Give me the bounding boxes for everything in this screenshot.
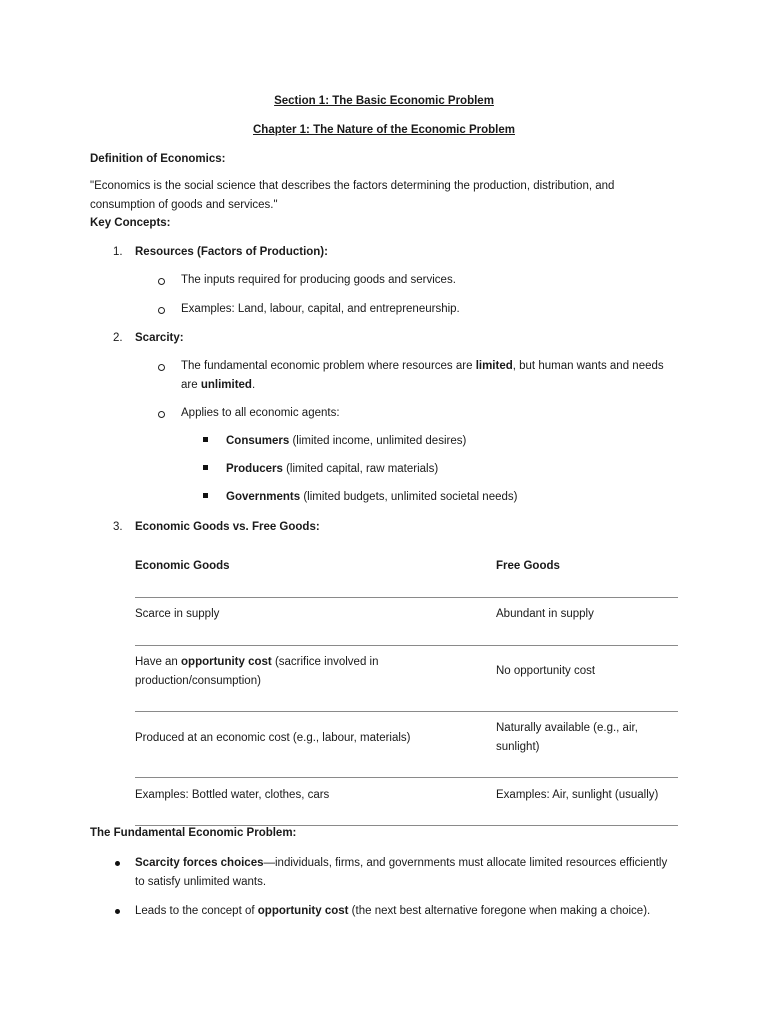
agent-governments: Governments (limited budgets, unlimited societal needs): [226, 491, 518, 503]
section-title: Section 1: The Basic Economic Problem: [274, 95, 494, 107]
square-bullet-icon: [203, 437, 208, 442]
resources-title: Resources (Factors of Production):: [135, 246, 328, 258]
table-header-free-goods: Free Goods: [496, 560, 560, 572]
table-divider: [135, 777, 678, 778]
table-header-economic-goods: Economic Goods: [135, 560, 230, 572]
fundamental-heading: The Fundamental Economic Problem:: [90, 827, 297, 839]
circle-bullet-icon: [158, 278, 165, 285]
list-number-3: 3.: [113, 521, 123, 533]
table-cell-row2-economic: Have an opportunity cost (sacrifice involved in production/consumption): [135, 656, 379, 687]
agent-consumers: Consumers (limited income, unlimited desires): [226, 435, 467, 447]
bullet-dot-icon: [115, 861, 120, 866]
agent-producers: Producers (limited capital, raw materials): [226, 463, 439, 475]
fundamental-bullet-2: Leads to the concept of opportunity cost (the next best alternative foregone when making a choice).: [135, 905, 651, 917]
goods-comparison-title: Economic Goods vs. Free Goods:: [135, 521, 320, 533]
scarcity-applies: Applies to all economic agents:: [181, 407, 340, 419]
chapter-title: Chapter 1: The Nature of the Economic Problem: [253, 124, 515, 136]
fundamental-bullet-1: Scarcity forces choices—individuals, firms, and governments must allocate limited resources efficiently to satisfy unlimited wants.: [135, 857, 668, 888]
circle-bullet-icon: [158, 411, 165, 418]
circle-bullet-icon: [158, 307, 165, 314]
table-divider: [135, 711, 678, 712]
square-bullet-icon: [203, 493, 208, 498]
definition-quote: "Economics is the social science that describes the factors determining the production, distribution, and consumption of goods and services.": [90, 180, 615, 211]
table-cell-row4-free: Examples: Air, sunlight (usually): [496, 789, 659, 801]
square-bullet-icon: [203, 465, 208, 470]
resources-definition: The inputs required for producing goods and services.: [181, 274, 456, 286]
circle-bullet-icon: [158, 364, 165, 371]
scarcity-definition: The fundamental economic problem where resources are limited, but human wants and needs are unlimited.: [181, 360, 664, 391]
definition-heading: Definition of Economics:: [90, 153, 226, 165]
key-concepts-heading: Key Concepts:: [90, 217, 171, 229]
table-cell-row1-economic: Scarce in supply: [135, 608, 220, 620]
table-cell-row4-economic: Examples: Bottled water, clothes, cars: [135, 789, 330, 801]
resources-examples: Examples: Land, labour, capital, and entrepreneurship.: [181, 303, 460, 315]
table-cell-row2-free: No opportunity cost: [496, 665, 596, 677]
table-divider: [135, 645, 678, 646]
table-cell-row3-economic: Produced at an economic cost (e.g., labour, materials): [135, 732, 411, 744]
bullet-dot-icon: [115, 909, 120, 914]
list-number-2: 2.: [113, 332, 123, 344]
table-divider: [135, 597, 678, 598]
list-number-1: 1.: [113, 246, 123, 258]
scarcity-title: Scarcity:: [135, 332, 184, 344]
table-cell-row3-free: Naturally available (e.g., air, sunlight): [496, 722, 638, 753]
table-cell-row1-free: Abundant in supply: [496, 608, 594, 620]
